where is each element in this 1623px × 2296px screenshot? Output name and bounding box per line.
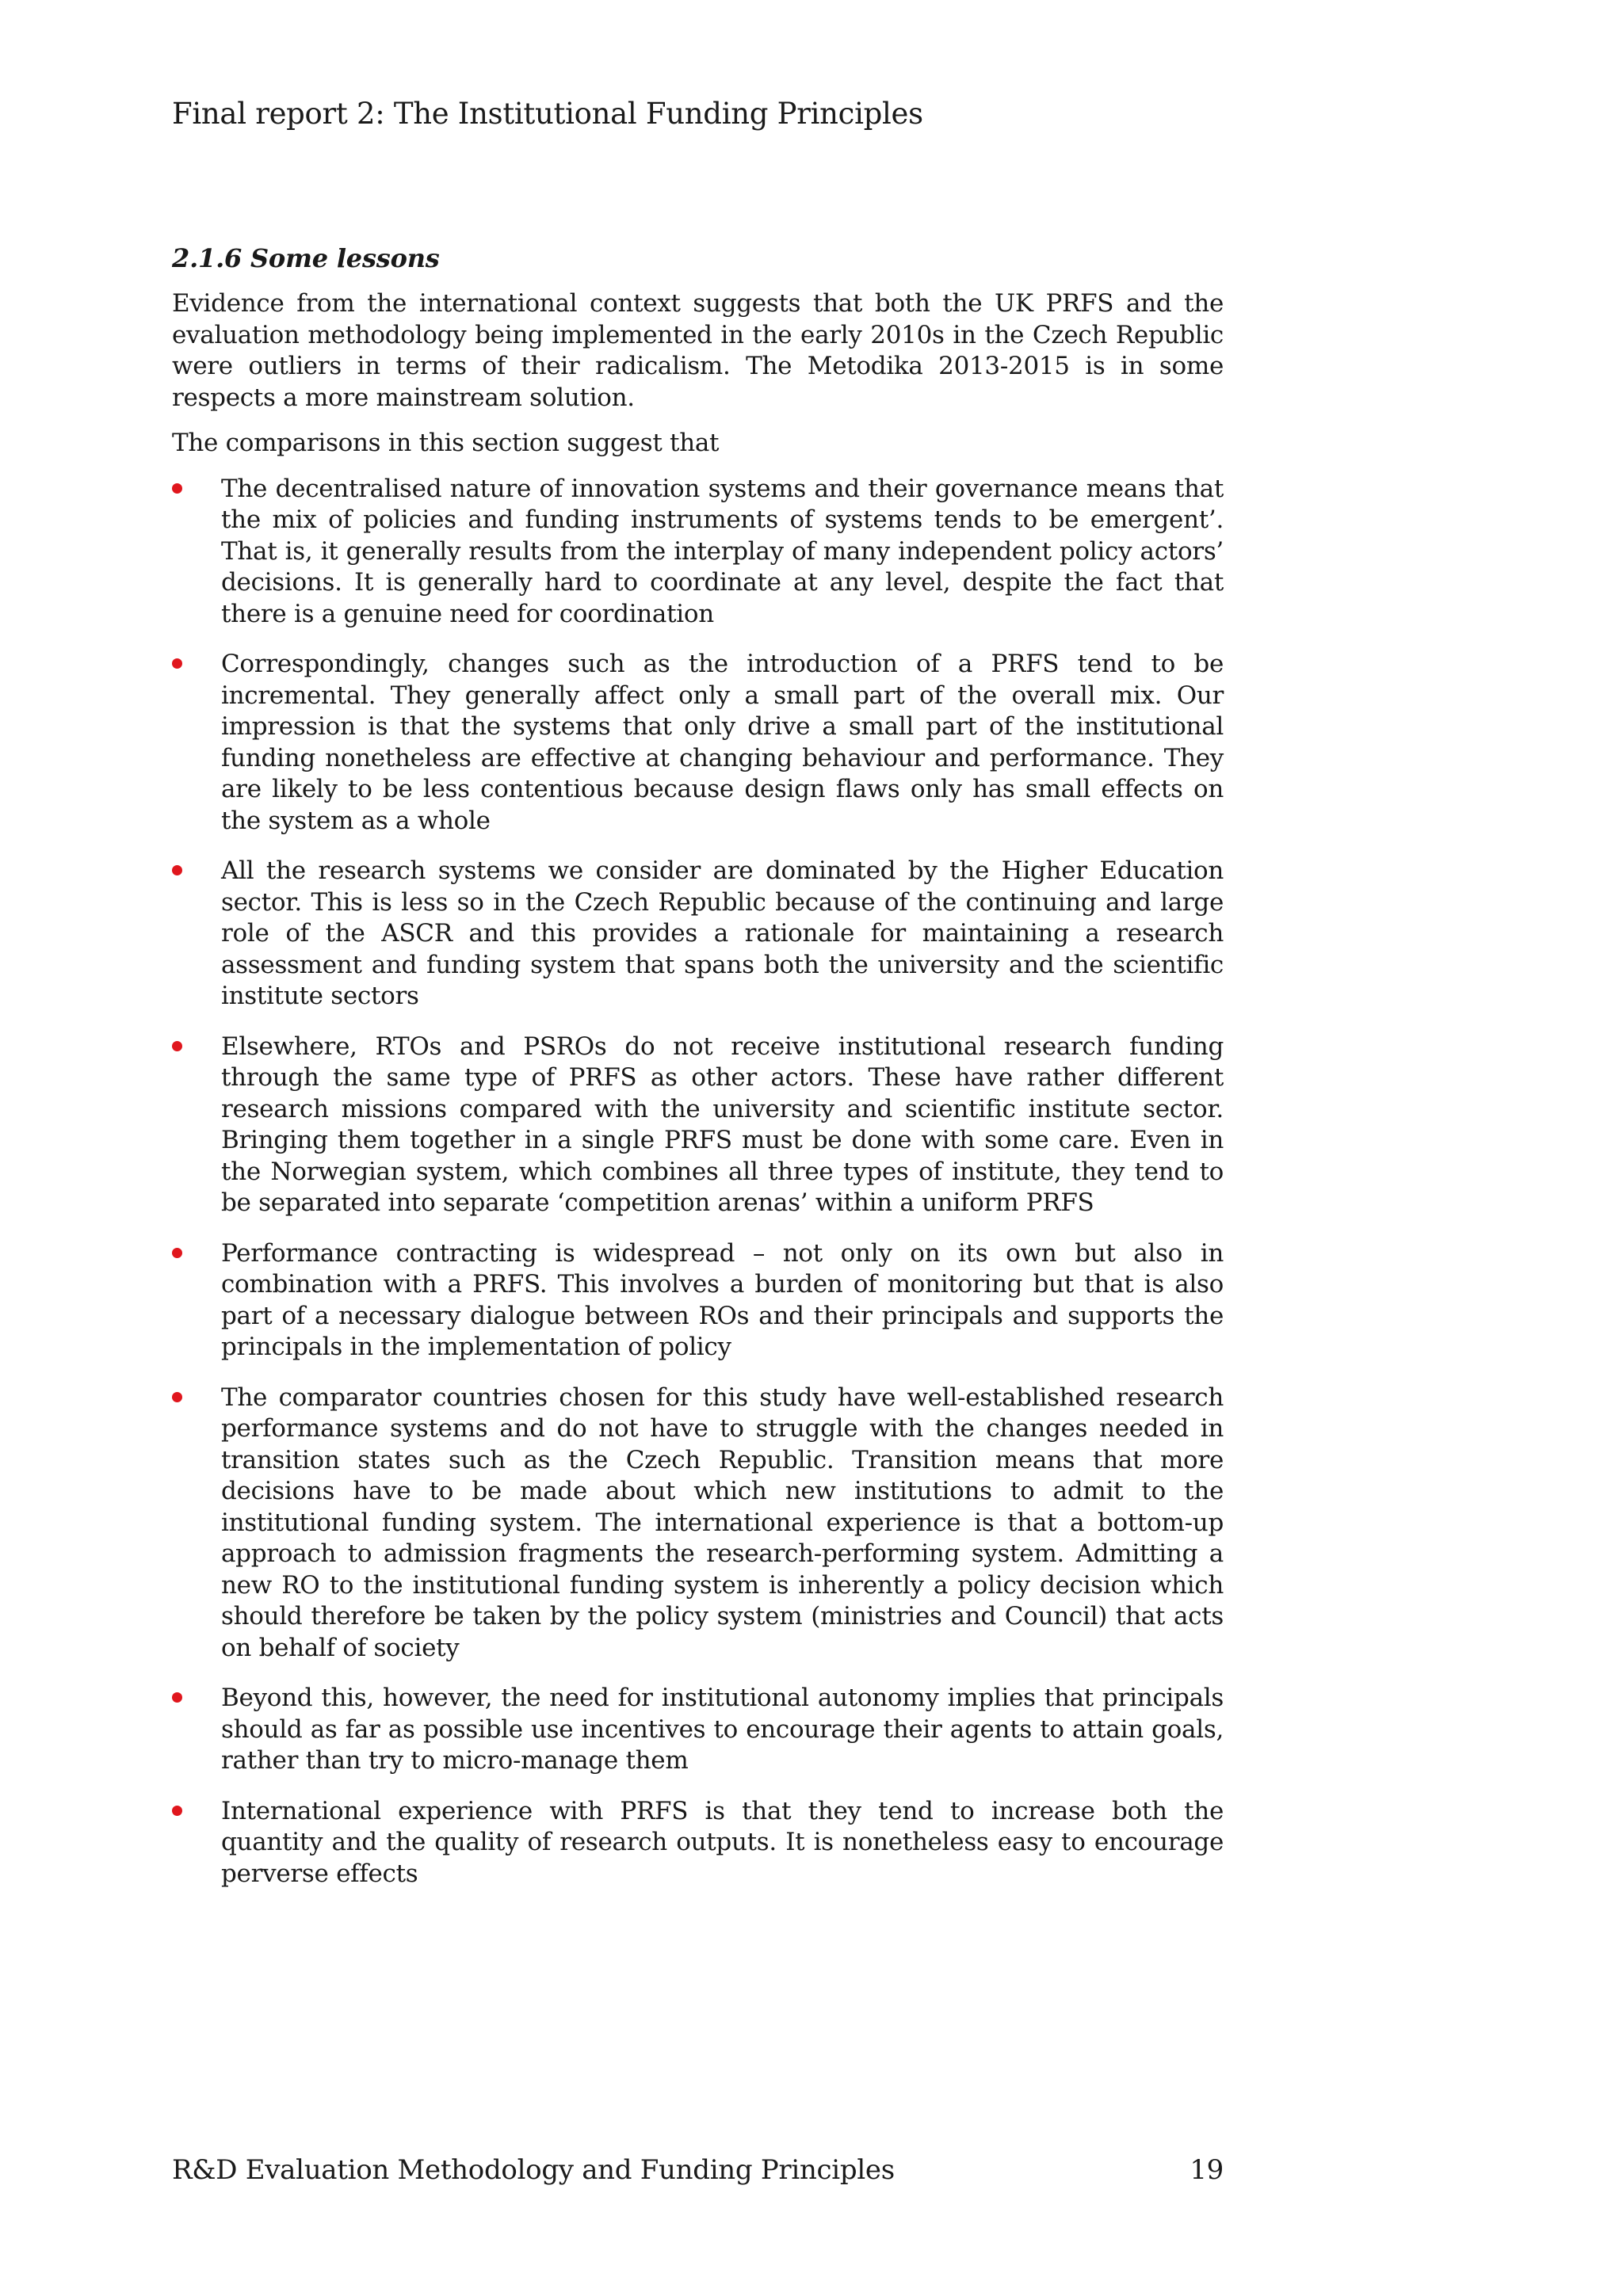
bullet-icon	[172, 1392, 182, 1402]
section-heading: 2.1.6 Some lessons	[172, 243, 440, 273]
list-item	[172, 1032, 1224, 1219]
list-item	[172, 474, 1224, 631]
bullet-icon	[172, 658, 182, 669]
list-item-text: International experience with PRFS is that they tend to increase both the quantity and the quality of research outputs. It is nonetheless easy to encourage perverse effects	[221, 1796, 1224, 1888]
page-number: 19	[1190, 2154, 1224, 2186]
list-item-text: Beyond this, however, the need for institutional autonomy implies that principals should as far as possible use incentives to encourage their agents to attain goals, rather than try to micro-manage them	[221, 1684, 1224, 1775]
bullet-icon	[172, 483, 182, 494]
list-item	[172, 1796, 1224, 1890]
list-item-text: Performance contracting is widespread – not only on its own but also in combination with a PRFS. This involves a burden of monitoring but that is also part of a necessary dialogue between ROs and their principals and supports the principals in the implementation of policy	[221, 1238, 1224, 1361]
list-item-text: All the research systems we consider are dominated by the Higher Education sector. This is less so in the Czech Republic because of the continuing and large role of the ASCR and this provides a rationale for maintaining a research assessment and funding system that spans both the university and the scientific institute sectors	[221, 856, 1224, 1010]
list-item-text: The comparator countries chosen for this study have well-established research performance systems and do not have to struggle with the changes needed in transition states such as the Czech Republic. Transition means that more decisions have to be made about which new institutions to admit to the institutional funding system. The international experience is that a bottom-up approach to admission fragments the research-performing system. Admitting a new RO to the institutional funding system is inherently a policy decision which should therefore be taken by the policy system (ministries and Council) that acts on behalf of society	[221, 1383, 1224, 1662]
bullet-icon	[172, 1248, 182, 1258]
list-item	[172, 649, 1224, 837]
lead-in-paragraph: The comparisons in this section suggest that	[172, 429, 720, 457]
list-item	[172, 1238, 1224, 1363]
lessons-list	[172, 474, 1224, 1890]
intro-paragraph: Evidence from the international context suggests that both the UK PRFS and the evaluation methodology being implemented in the early 2010s in the Czech Republic were outliers in terms of their radicalism. The Metodika 2013-2015 is in some respects a more mainstream solution.	[172, 289, 1224, 412]
list-item-text: Elsewhere, RTOs and PSROs do not receive institutional research funding through the same type of PRFS as other actors. These have rather different research missions compared with the university and scientific institute sector. Bringing them together in a single PRFS must be done with some care. Even in the Norwegian system, which combines all three types of institute, they tend to be separated into separate ‘competition arenas’ within a uniform PRFS	[221, 1032, 1224, 1217]
list-item-text: Correspondingly, changes such as the introduction of a PRFS tend to be incremental. They generally affect only a small part of the overall mix. Our impression is that the systems that only drive a small part of the institutional funding nonetheless are effective at changing behaviour and performance. They are likely to be less contentious because design flaws only has small effects on the system as a whole	[221, 650, 1224, 835]
list-item	[172, 1383, 1224, 1665]
page-content	[172, 242, 1224, 1909]
bullet-icon	[172, 865, 182, 875]
list-item-text: The decentralised nature of innovation systems and their governance means that the mix of policies and funding instruments of systems tends to be emergent’. That is, it generally results from the interplay of many independent policy actors’ decisions. It is generally hard to coordinate at any level, despite the fact that there is a genuine need for coordination	[221, 474, 1224, 628]
bullet-icon	[172, 1041, 182, 1051]
footer-title: R&D Evaluation Methodology and Funding Principles	[172, 2154, 895, 2186]
bullet-icon	[172, 1692, 182, 1703]
running-header	[172, 95, 923, 133]
list-item	[172, 856, 1224, 1013]
bullet-icon	[172, 1806, 182, 1816]
report-title: Final report 2: The Institutional Funding Principles	[172, 97, 923, 131]
list-item	[172, 1683, 1224, 1777]
